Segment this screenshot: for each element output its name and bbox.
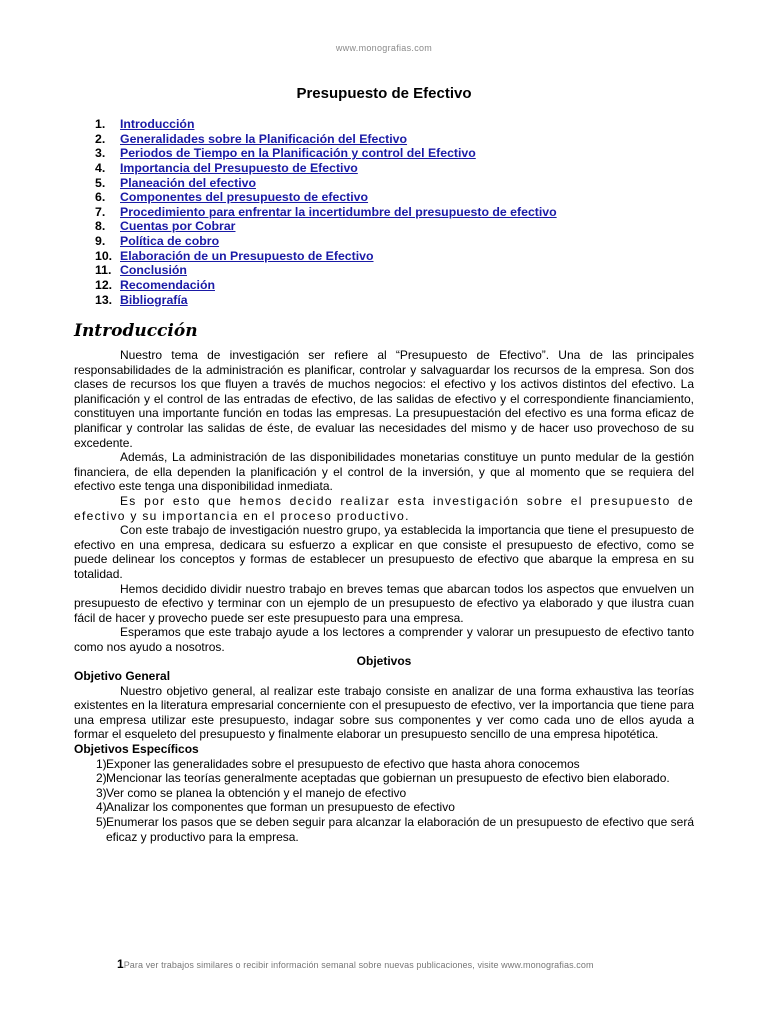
intro-paragraph: Hemos decidido dividir nuestro trabajo en breves temas que abarcan todos los aspectos que envuelven un presupuesto de efectivo y terminar con un ejemplo de un presupuesto de efectivo ya elaborado y que ilustra cuan fácil de hacer y provecho puede ser este presupuesto para una empresa. xyxy=(74,581,694,625)
toc-number: 6. xyxy=(95,190,106,205)
toc-item xyxy=(95,146,557,161)
toc-item xyxy=(95,293,557,308)
page-number: 1 xyxy=(117,957,124,971)
toc-item xyxy=(95,219,557,234)
toc-number: 11. xyxy=(95,263,112,278)
toc-link-procedimiento[interactable]: Procedimiento para enfrentar la incertidumbre del presupuesto de efectivo xyxy=(120,204,557,219)
toc-link-politica[interactable]: Política de cobro xyxy=(120,234,220,249)
intro-paragraph: Es por esto que hemos decido realizar esta investigación sobre el presupuesto de efectivo y su importancia en el proceso productivo. xyxy=(74,493,694,523)
toc-item xyxy=(95,263,557,278)
toc-item xyxy=(95,132,557,147)
toc-number: 1. xyxy=(95,117,106,131)
toc-link-importancia[interactable]: Importancia del Presupuesto de Efectivo xyxy=(120,160,358,175)
list-item xyxy=(74,771,694,786)
toc-number: 9. xyxy=(95,234,106,249)
toc-link-bibliografia[interactable]: Bibliografía xyxy=(120,292,188,307)
toc-item xyxy=(95,234,557,249)
document-body xyxy=(74,348,694,844)
toc-link-cuentas[interactable]: Cuentas por Cobrar xyxy=(120,219,236,234)
list-item-text: Ver como se planea la obtención y el manejo de efectivo xyxy=(106,785,407,800)
toc-number: 7. xyxy=(95,204,106,219)
toc-item xyxy=(95,190,557,205)
list-item-text: Exponer las generalidades sobre el presupuesto de efectivo que hasta ahora conocemos xyxy=(106,756,580,771)
toc-number: 5. xyxy=(95,175,106,190)
list-item xyxy=(74,815,694,844)
toc-number: 2. xyxy=(95,131,106,146)
toc-link-planeacion[interactable]: Planeación del efectivo xyxy=(120,175,256,190)
toc-link-componentes[interactable]: Componentes del presupuesto de efectivo xyxy=(120,190,369,205)
toc-number: 4. xyxy=(95,160,106,175)
section-heading-introduccion: Introducción xyxy=(74,321,198,341)
list-item-text: Mencionar las teorías generalmente aceptadas que gobiernan un presupuesto de efectivo bien elaborado. xyxy=(106,771,670,786)
objetivos-heading: Objetivos xyxy=(356,654,412,669)
toc-number: 3. xyxy=(95,146,106,161)
list-item xyxy=(74,757,694,772)
toc-number: 13. xyxy=(95,292,113,307)
toc-item xyxy=(95,249,557,264)
objetivos-especificos-list xyxy=(74,757,694,845)
intro-paragraph: Nuestro tema de investigación ser refiere al “Presupuesto de Efectivo”. Una de las principales responsabilidades de la administración es planificar, controlar y salvaguardar los recursos de la empresa. Son dos clases de recursos los que fluyen a través de muchos negocios: el efectivo y los activos distintos del efectivo. La planificación y el control de las entradas de efectivo, de las salidas de efectivo y el correspondiente financiamiento, constituyen una importante función en todas las empresas. La presupuestación del efectivo es una forma eficaz de planificar y controlar las salidas de éste, de evaluar las necesidades del mismo y de hacer uso provechoso de su excedente. xyxy=(74,348,694,450)
toc-item xyxy=(95,278,557,293)
objetivo-general-heading: Objetivo General xyxy=(74,669,171,684)
list-item-number: 1) xyxy=(96,756,107,771)
toc-link-introduccion[interactable]: Introducción xyxy=(120,117,195,131)
objetivos-especificos-heading: Objetivos Específicos xyxy=(74,742,199,757)
site-header-url[interactable]: www.monografias.com xyxy=(335,43,433,53)
list-item-number: 3) xyxy=(96,785,107,800)
objetivo-general-text: Nuestro objetivo general, al realizar este trabajo consiste en analizar de una forma exhaustiva las teorías existentes en la literatura empresarial concerniente con el presupuesto de efectivo, ver la importancia que tiene para una empresa utilizar este presupuesto, indagar sobre sus componentes y ver como cada uno de ellos ayuda a formar el esqueleto del presupuesto y finalmente elaborar un presupuesto sencillo de una empresa hipotética. xyxy=(74,683,694,742)
toc-item xyxy=(95,205,557,220)
intro-paragraph: Esperamos que este trabajo ayude a los lectores a comprender y valorar un presupuesto de efectivo tanto como nos ayudo a nosotros. xyxy=(74,625,694,654)
toc-link-periodos[interactable]: Periodos de Tiempo en la Planificación y control del Efectivo xyxy=(120,146,476,161)
footer-text[interactable]: Para ver trabajos similares o recibir información semanal sobre nuevas publicaciones, visite www.monografias.com xyxy=(123,960,594,970)
page-footer xyxy=(117,955,594,973)
toc-number: 10. xyxy=(95,248,113,263)
toc-link-recomendacion[interactable]: Recomendación xyxy=(120,278,215,293)
list-item-number: 2) xyxy=(96,771,107,786)
toc-link-elaboracion[interactable]: Elaboración de un Presupuesto de Efectivo xyxy=(120,248,374,263)
intro-paragraph: Con este trabajo de investigación nuestro grupo, ya establecida la importancia que tiene el presupuesto de efectivo en una empresa, dedicara su esfuerzo a explicar en que consiste el presupuesto de efectivo, como se puede delinear los conceptos y formas de establecer un presupuesto de efectivo que abarque la empresa en su totalidad. xyxy=(74,523,694,581)
toc-item xyxy=(95,161,557,176)
toc-item xyxy=(95,176,557,191)
list-item xyxy=(74,786,694,801)
list-item-text: Enumerar los pasos que se deben seguir para alcanzar la elaboración de un presupuesto de efectivo que será eficaz y productivo para la empresa. xyxy=(106,815,694,844)
list-item-number: 5) xyxy=(96,815,107,829)
list-item-text: Analizar los componentes que forman un presupuesto de efectivo xyxy=(106,800,455,815)
toc-item xyxy=(95,117,557,132)
toc-link-generalidades[interactable]: Generalidades sobre la Planificación del Efectivo xyxy=(120,131,408,146)
intro-paragraph: Además, La administración de las disponibilidades monetarias constituye un punto medular de la gestión financiera, de ella dependen la planificación y el control de la inversión, y que al momento que se requiera del efectivo este tenga una disponibilidad inmediata. xyxy=(74,450,694,494)
list-item xyxy=(74,800,694,815)
toc-link-conclusion[interactable]: Conclusión xyxy=(120,263,187,278)
list-item-number: 4) xyxy=(96,800,107,815)
document-title: Presupuesto de Efectivo xyxy=(296,85,472,102)
toc-number: 12. xyxy=(95,278,113,293)
table-of-contents xyxy=(95,117,557,307)
toc-number: 8. xyxy=(95,219,106,234)
